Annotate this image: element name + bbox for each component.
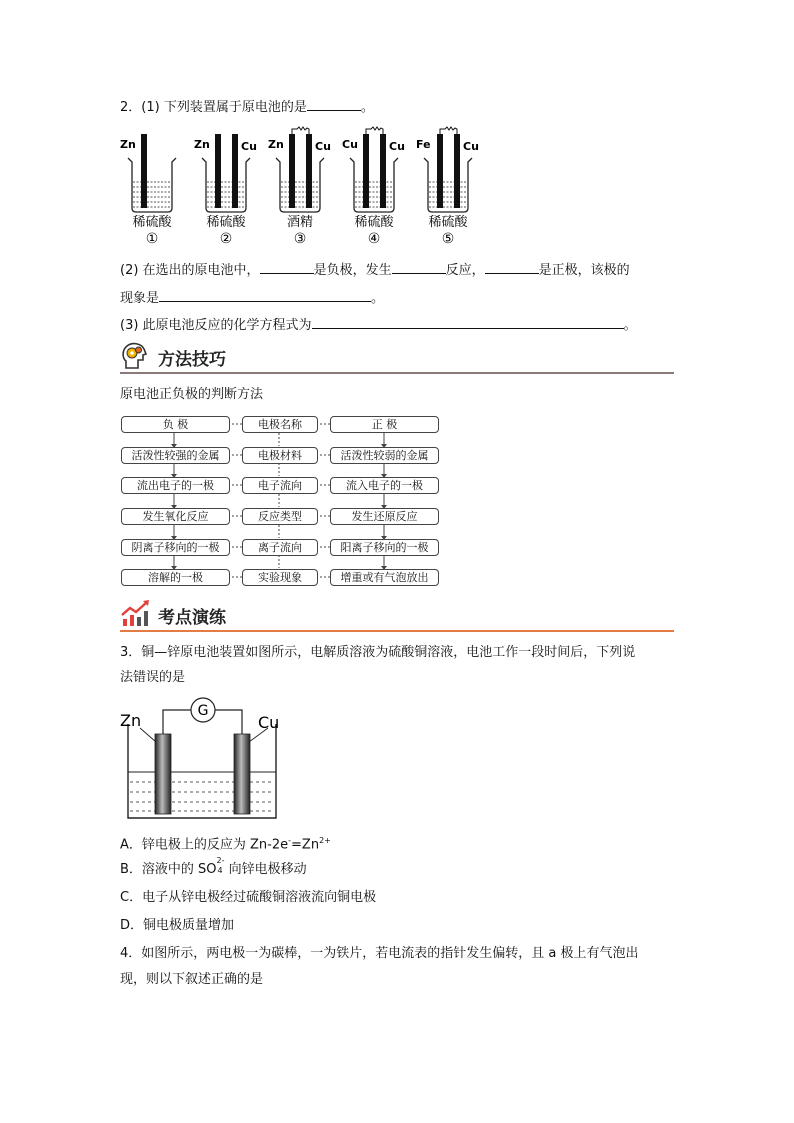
flow-cell: 溶解的一极	[121, 569, 230, 586]
flow-header-negative: 负 极	[121, 416, 230, 433]
electrode-label-left: Cu	[342, 138, 358, 151]
beaker-5	[416, 127, 479, 247]
flow-header-name: 电极名称	[242, 416, 318, 433]
q2-answer-blank-5[interactable]	[159, 287, 371, 302]
electrode-label-left: Zn	[268, 138, 284, 151]
q2-answer-blank-6[interactable]	[312, 314, 624, 329]
beaker-4	[342, 127, 405, 247]
flow-cell: 阳离子移向的一极	[330, 539, 439, 556]
beaker-number: ②	[219, 231, 233, 247]
q4-stem-line1: 4．如图所示，两电极一为碳棒，一为铁片，若电流表的指针发生偏转，且 a 极上有气泡出	[120, 946, 639, 961]
beakers-figure	[118, 126, 488, 248]
flow-cell: 反应类型	[242, 508, 318, 525]
flow-cell: 阴离子移向的一极	[121, 539, 230, 556]
electrode-label-left: Zn	[194, 138, 210, 151]
flow-cell: 增重或有气泡放出	[330, 569, 439, 586]
rising-chart-icon	[120, 598, 152, 628]
solution-label: 酒精	[286, 215, 314, 230]
flow-header-positive: 正 极	[330, 416, 439, 433]
q3-option-c[interactable]: C．电子从锌电极经过硫酸铜溶液流向铜电极	[120, 890, 377, 905]
q2-line2: (2) 在选出的原电池中， 是负极，发生 反应， 是正极，该极的	[120, 259, 630, 281]
flow-cell: 活泼性较强的金属	[121, 447, 230, 464]
galvanometer-label: G	[197, 703, 209, 719]
q2-line3: 现象是 。	[120, 287, 384, 309]
head-gears-icon	[120, 341, 152, 371]
flow-cell: 发生还原反应	[330, 508, 439, 525]
q2-stem: 2．(1) 下列装置属于原电池的是	[120, 100, 307, 115]
electrode-label-right: Cu	[389, 140, 405, 153]
solution-label: 稀硫酸	[132, 215, 172, 230]
beaker-number: ①	[145, 231, 159, 247]
section-divider-methods	[120, 372, 674, 374]
cu-label: Cu	[258, 713, 280, 732]
flow-cell: 发生氧化反应	[121, 508, 230, 525]
flow-cell: 流入电子的一极	[330, 477, 439, 494]
beaker-3	[268, 127, 331, 247]
q2-answer-blank-2[interactable]	[260, 259, 314, 274]
flow-cell: 流出电子的一极	[121, 477, 230, 494]
methods-connectors	[118, 412, 440, 590]
beaker-number: ⑤	[441, 231, 455, 247]
q3-stem-line1: 3．铜—锌原电池装置如图所示，电解质溶液为硫酸铜溶液，电池工作一段时间后，下列说	[120, 645, 636, 660]
solution-label: 稀硫酸	[206, 215, 246, 230]
q2-line1: 2．(1) 下列装置属于原电池的是 。	[120, 96, 374, 118]
electrode-label-left: Fe	[416, 138, 431, 151]
beaker-number: ④	[367, 231, 381, 247]
methods-subtitle: 原电池正负极的判断方法	[120, 387, 264, 402]
solution-label: 稀硫酸	[428, 215, 468, 230]
q3-option-a[interactable]: A．锌电极上的反应为 $Zn-2e^-=Zn^{2+}$	[120, 836, 331, 853]
section-divider-practice	[120, 630, 674, 632]
q3-option-b[interactable]: B．溶液中的 SO 2- 4 向锌电极移动	[120, 856, 307, 877]
section-title-practice: 考点演练	[158, 608, 226, 628]
beaker-1	[120, 134, 176, 247]
q2-answer-blank-4[interactable]	[485, 259, 539, 274]
zn-label: Zn	[120, 711, 142, 730]
flow-cell: 电子流向	[242, 477, 318, 494]
q3-stem-line2: 法错误的是	[120, 670, 186, 685]
electrode-label-right: Cu	[315, 140, 331, 153]
section-title-methods: 方法技巧	[158, 350, 226, 370]
flow-cell: 电极材料	[242, 447, 318, 464]
electrode-label-right: Cu	[241, 140, 257, 153]
beaker-2	[194, 134, 257, 247]
flow-cell: 离子流向	[242, 539, 318, 556]
zn-cu-cell-figure	[118, 694, 288, 824]
q4-stem-line2: 现，则以下叙述正确的是	[120, 972, 264, 987]
solution-label: 稀硫酸	[354, 215, 394, 230]
flow-cell: 活泼性较弱的金属	[330, 447, 439, 464]
q2-line4: (3) 此原电池反应的化学方程式为 。	[120, 314, 637, 336]
q3-option-d[interactable]: D．铜电极质量增加	[120, 918, 235, 933]
q2-answer-blank-3[interactable]	[392, 259, 446, 274]
beaker-number: ③	[293, 231, 307, 247]
q2-answer-blank-1[interactable]	[307, 96, 361, 111]
flow-cell: 实验现象	[242, 569, 318, 586]
electrode-label-left: Zn	[120, 138, 136, 151]
electrode-label-right: Cu	[463, 140, 479, 153]
